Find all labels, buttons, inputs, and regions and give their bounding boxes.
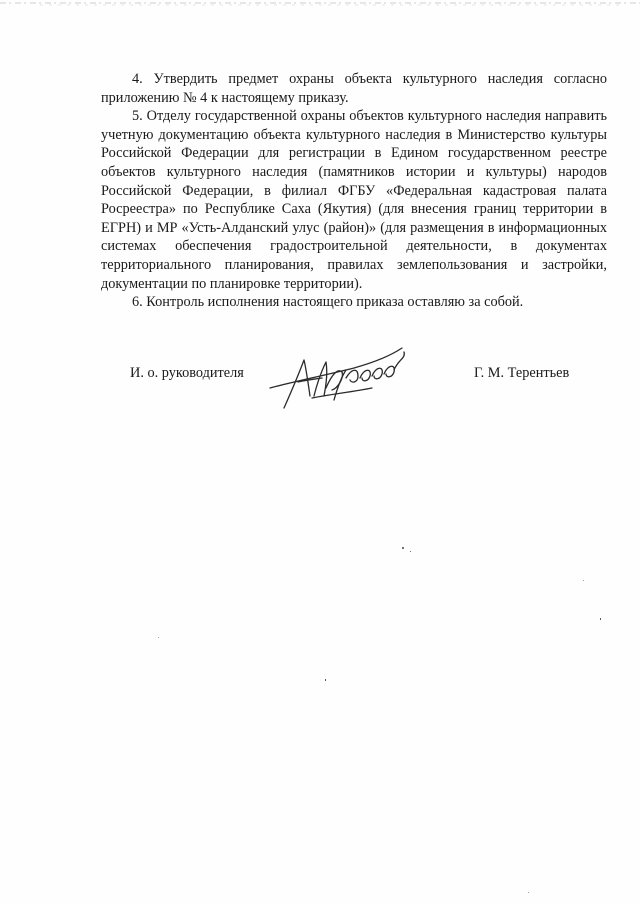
scan-edge-noise: [0, 0, 640, 8]
document-body: [101, 70, 607, 312]
scan-speck: [600, 618, 601, 620]
paragraph-item-4: 4. Утвердить предмет охраны объекта культурного наследия согласно приложению № 4 к настоящему приказу.: [101, 71, 607, 106]
paragraph-item-5: 5. Отделу государственной охраны объектов культурного наследия направить учетную документацию объекта культурного наследия в Министерство культуры Российской Федерации для регистрации в Едином государственном реестре объектов культурного наследия (памятников истории и культуры) народов Российской Федерации, в филиал ФГБУ «Федеральная кадастровая палата Росреестра» по Республике Саха (Якутия) (для внесения границ территории в ЕГРН) и МР «Усть-Алданский улус (район)» (для размещения в информационных системах обеспечения градостроительной деятельности, в документах территориального планирования, правилах землепользования и застройки, документации по планировке территории).: [101, 108, 607, 292]
signatory-name: Г. М. Терентьев: [474, 365, 570, 381]
scan-speck: [325, 679, 326, 681]
signatory-title: И. о. руководителя: [130, 365, 244, 381]
handwritten-signature: [262, 338, 412, 418]
scan-speck: [410, 551, 411, 552]
paragraph-item-6: 6. Контроль исполнения настоящего приказа оставляю за собой.: [132, 294, 524, 311]
scan-speck: [158, 637, 159, 638]
scan-speck: [528, 892, 529, 893]
scan-speck: [402, 547, 404, 549]
signature-block: [0, 360, 640, 430]
scan-speck: [583, 580, 584, 581]
